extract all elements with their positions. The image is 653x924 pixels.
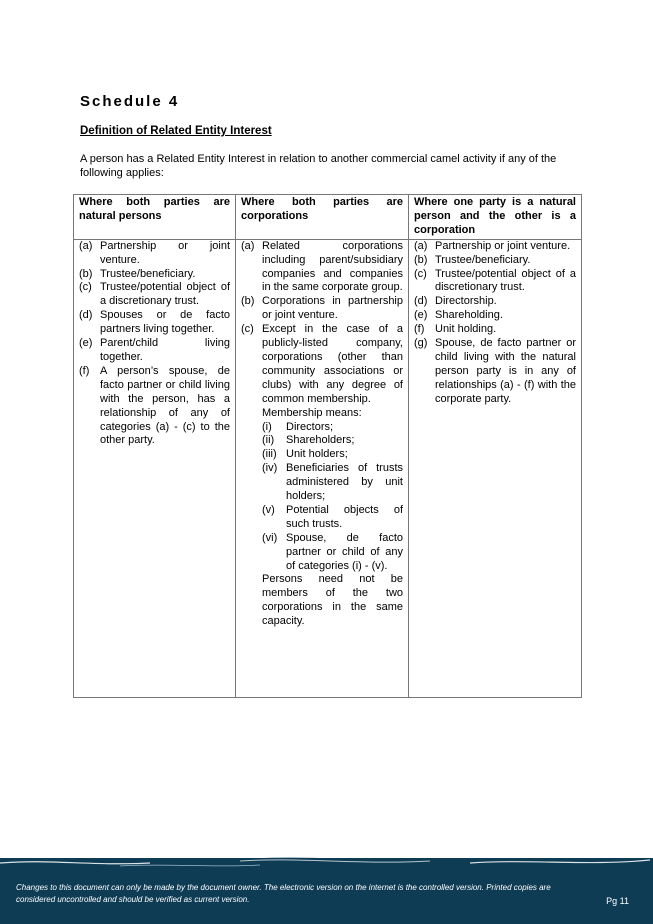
item-text: Spouses or de facto partners living together. bbox=[100, 309, 230, 336]
membership-sublist bbox=[262, 421, 403, 574]
item-text: Unit holding. bbox=[435, 323, 497, 336]
item-text: Corporations in partnership or joint venture. bbox=[262, 295, 403, 322]
membership-closing: Persons need not be members of the two corporations in the same capacity. bbox=[262, 573, 403, 628]
sub-item-marker: (vi) bbox=[262, 531, 278, 544]
sub-list-item bbox=[262, 504, 403, 532]
item-marker: (e) bbox=[414, 309, 428, 322]
sub-item-text: Unit holders; bbox=[286, 448, 348, 461]
sub-item-marker: (iii) bbox=[262, 448, 277, 461]
item-marker: (d) bbox=[79, 309, 93, 322]
header-person-and-corporation: Where one party is a natural person and the other is a corporation bbox=[409, 195, 582, 240]
list-item bbox=[79, 365, 230, 448]
item-text: A person’s spouse, de facto partner or child living with the person, has a relationship of any of categories (a) - (c) to the other party. bbox=[100, 364, 230, 447]
list-item bbox=[414, 254, 576, 268]
header-corporations: Where both parties are corporations bbox=[236, 195, 409, 240]
list-item bbox=[414, 240, 576, 254]
item-text: Partnership or joint venture. bbox=[435, 239, 571, 252]
footer-band bbox=[0, 858, 653, 924]
sub-item-marker: (v) bbox=[262, 503, 275, 516]
header-natural-persons: Where both parties are natural persons bbox=[74, 195, 236, 240]
item-text: Shareholding. bbox=[435, 309, 503, 322]
item-marker: (a) bbox=[414, 239, 428, 252]
item-marker: (d) bbox=[414, 295, 428, 308]
list-item bbox=[79, 337, 230, 365]
item-text: Directorship. bbox=[435, 295, 497, 308]
item-marker: (c) bbox=[414, 267, 427, 280]
item-text: Partnership or joint venture. bbox=[100, 239, 230, 266]
page-number: Pg 11 bbox=[606, 896, 629, 906]
membership-item-text: Except in the case of a publicly-listed company, corporations (other than community associations or clubs) with any degree of common membership. bbox=[262, 323, 403, 405]
list-item bbox=[79, 268, 230, 282]
list-item bbox=[414, 323, 576, 337]
list-item bbox=[414, 337, 576, 407]
corporations-list bbox=[241, 240, 403, 629]
footer-wave-decoration bbox=[0, 854, 653, 872]
item-marker: (f) bbox=[414, 323, 425, 336]
list-item bbox=[241, 240, 403, 296]
list-item bbox=[414, 309, 576, 323]
sub-item-text: Beneficiaries of trusts administered by unit holders; bbox=[286, 462, 403, 503]
item-marker: (a) bbox=[241, 239, 255, 252]
list-item bbox=[241, 295, 403, 323]
list-item bbox=[79, 309, 230, 337]
item-text: Trustee/potential object of a discretionary trust. bbox=[435, 267, 576, 294]
sub-list-item bbox=[262, 434, 403, 448]
footer-disclaimer: Changes to this document can only be made by the document owner. The electronic version on the internet is the controlled version. Printed copies are considered uncontrolled and should be verified as current version. bbox=[16, 883, 551, 904]
sub-list-item bbox=[262, 532, 403, 574]
intro-paragraph: A person has a Related Entity Interest in relation to another commercial camel activity if any of the following applies: bbox=[80, 153, 557, 179]
item-marker: (g) bbox=[414, 337, 428, 350]
item-marker: (b) bbox=[241, 295, 255, 308]
item-marker: (c) bbox=[241, 323, 254, 336]
table-header-row bbox=[74, 195, 582, 240]
schedule-title: Schedule 4 bbox=[80, 93, 180, 110]
item-text: Trustee/beneficiary. bbox=[100, 267, 196, 280]
item-text: Parent/child living together. bbox=[100, 337, 230, 363]
item-marker: (b) bbox=[414, 253, 428, 266]
sub-item-marker: (i) bbox=[262, 420, 272, 433]
item-marker: (e) bbox=[79, 337, 93, 350]
list-item bbox=[414, 268, 576, 296]
related-entity-table bbox=[73, 194, 582, 698]
natural-persons-list bbox=[79, 240, 230, 449]
item-marker: (f) bbox=[79, 364, 90, 377]
sub-list-item bbox=[262, 462, 403, 504]
item-text: Trustee/potential object of a discretionary trust. bbox=[100, 281, 230, 308]
list-item bbox=[241, 323, 403, 629]
sub-item-text: Directors; bbox=[286, 420, 334, 433]
item-marker: (b) bbox=[79, 267, 93, 280]
membership-intro: Membership means: bbox=[262, 406, 362, 419]
item-text: Spouse, de facto partner or child living with the natural person party is in any of relationships (a) - (f) with the corporate party. bbox=[435, 337, 576, 405]
section-heading: Definition of Related Entity Interest bbox=[80, 125, 272, 137]
list-item bbox=[79, 281, 230, 309]
sub-item-text: Shareholders; bbox=[286, 434, 355, 447]
sub-item-text: Potential objects of such trusts. bbox=[286, 503, 403, 530]
item-marker: (c) bbox=[79, 281, 92, 294]
sub-item-marker: (ii) bbox=[262, 434, 275, 447]
col-corporations bbox=[236, 239, 409, 697]
item-text bbox=[262, 323, 403, 629]
list-item bbox=[79, 240, 230, 268]
sub-item-marker: (iv) bbox=[262, 462, 278, 475]
person-corporation-list bbox=[414, 240, 576, 407]
col-person-and-corporation bbox=[409, 239, 582, 697]
item-text: Related corporations including parent/subsidiary companies and companies in the same corporate group. bbox=[262, 239, 403, 294]
item-text: Trustee/beneficiary. bbox=[435, 253, 531, 266]
list-item bbox=[414, 295, 576, 309]
sub-item-text: Spouse, de facto partner or child of any of categories (i) - (v). bbox=[286, 531, 403, 572]
sub-list-item bbox=[262, 448, 403, 462]
item-marker: (a) bbox=[79, 239, 93, 252]
sub-list-item bbox=[262, 421, 403, 435]
table-row bbox=[74, 239, 582, 697]
col-natural-persons bbox=[74, 239, 236, 697]
